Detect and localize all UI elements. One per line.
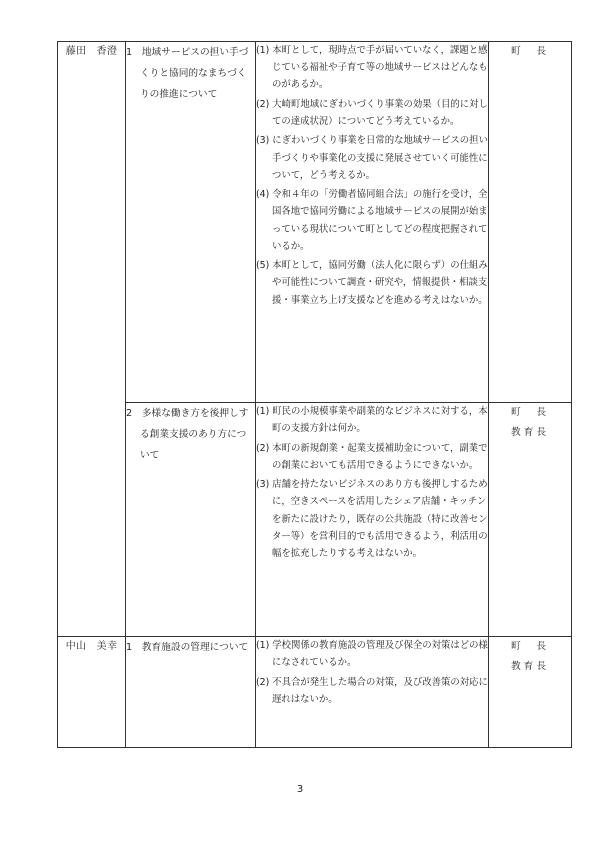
table-row — [58, 403, 572, 637]
question-item: (1) 本町として，現時点で手が届いていなく，課題と感じている福祉や子育て等の地域サービスはどんなものがあるか。 — [256, 45, 488, 91]
questioner-cell: 中山 美幸 — [58, 637, 126, 748]
table-row — [58, 42, 572, 403]
page-number: 3 — [296, 784, 304, 795]
question-item: (1) 町民の小規模事業や副業的なビジネスに対する，本町の支援方針は何か。 — [256, 406, 488, 435]
question-items-cell — [256, 42, 489, 403]
question-item: (3) 店舗を持たないビジネスのあり方も後押しするために，空きスペースを活用したシェア店舗・キッチンを新たに設けたり，既存の公共施設（特に改善センター等）を営利目的でも活用できるよう，利活用の幅を拡充したりする考えはないか。 — [256, 479, 488, 559]
questioner-cell: 藤田 香澄 — [58, 42, 126, 637]
respondent: 町 長 — [510, 641, 550, 652]
table-row — [58, 637, 572, 748]
respondent-cell — [489, 637, 572, 748]
question-items-cell — [256, 403, 489, 637]
question-item: (2) 本町の新規創業・起業支援補助金について，副業での創業においても活用できるようにできないか。 — [256, 442, 488, 471]
topic-cell — [126, 403, 256, 637]
question-item: (3) にぎわいづくり事業を日常的な地域サービスの担い手づくりや事業化の支援に発展させていく可能性について，どう考えるか。 — [256, 135, 488, 181]
topic-title: 2 多様な働き方を後押しする創業支援のあり方について — [126, 408, 249, 461]
question-item: (1) 学校関係の教育施設の管理及び保全の対策はどの様になされているか。 — [256, 640, 488, 669]
general-question-table — [57, 41, 572, 748]
question-item: (5) 本町として，協同労働（法人化に限らず）の仕組みや可能性について調査・研究や，情報提供・相談支援・事業立ち上げ支援などを進める考えはないか。 — [256, 260, 488, 306]
question-item: (2) 不具合が発生した場合の対策，及び改善策の対応に遅れはないか。 — [256, 676, 488, 705]
respondent: 町 長 — [510, 46, 550, 57]
question-items-cell — [256, 637, 489, 748]
question-item: (2) 大崎町地域にぎわいづくり事業の効果（目的に対しての達成状況）についてどう考えているか。 — [256, 98, 488, 127]
respondent-cell — [489, 42, 572, 403]
topic-cell — [126, 42, 256, 403]
topic-title: 1 地域サービスの担い手づくりと協同的なまちづくりの推進について — [126, 47, 249, 100]
respondent: 町 長 — [510, 407, 550, 418]
topic-cell — [126, 637, 256, 748]
topic-title: 1 教育施設の管理について — [126, 642, 249, 653]
respondent: 教育長 — [510, 661, 550, 672]
respondent: 教育長 — [510, 427, 550, 438]
question-item: (4) 令和４年の「労働者協同組合法」の施行を受け，全国各地で協同労働による地域サービスの展開が始まっている現状について町としてどの程度把握されているか。 — [256, 189, 488, 252]
respondent-cell — [489, 403, 572, 637]
